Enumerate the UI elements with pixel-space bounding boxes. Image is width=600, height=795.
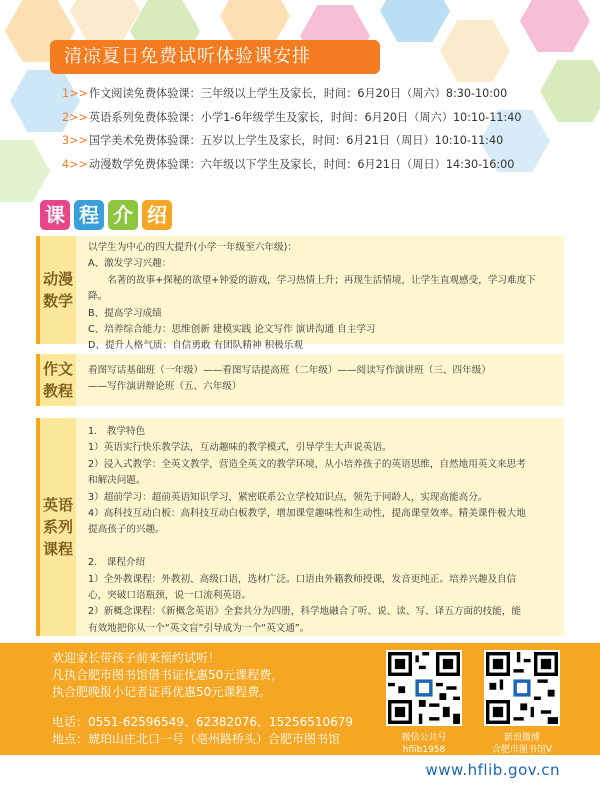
qr-code-icon	[388, 652, 460, 724]
decor-hexagon	[0, 140, 50, 202]
section-label: 英语系列课程	[40, 418, 76, 636]
discount-text: 凡执合肥市图书馆借书证优惠50元课程费，	[52, 668, 284, 682]
section-english	[36, 418, 564, 636]
decor-hexagon	[440, 20, 510, 82]
heading-char: 课	[40, 200, 70, 230]
section-content: 以学生为中心的四大提升(小学一年级至六年级)： A、激发学习兴趣： 名著的故事+探秘的欲望+钟爱的游戏，学习热情上升；再现生活情境，让学生直观感受，学习难度下降。 B、提高学习成绩 C、培养综合能力：思维创新 建模实践 论文写作 演讲沟通 自主学习 D、提升人格气质：自信勇敢 有团队精神 积极乐观	[88, 242, 536, 352]
double-arrow-icon: >>	[69, 87, 88, 100]
discount-text: 执合肥晚报小记者证再优惠50元课程费。	[52, 685, 272, 699]
section-content: 看图写话基础班（一年级）——看图写话提高班（二年级）——阅读写作演讲班（三、四年级） ——写作演讲辩论班（五、六年级）	[88, 365, 491, 393]
qr-caption: 新浪微博	[503, 733, 540, 743]
website-link[interactable]: www.hflib.gov.cn	[425, 761, 560, 779]
welcome-text: 欢迎家长带孩子前来预约试听！	[52, 651, 221, 665]
qr-caption: 微信公共号	[401, 733, 447, 743]
section-writing	[36, 354, 564, 406]
wechat-qr-code-icon	[386, 650, 462, 726]
section-anime-math	[36, 236, 564, 352]
double-arrow-icon: >>	[69, 157, 88, 171]
section-label: 动漫数学	[40, 236, 76, 344]
decor-hexagon	[380, 0, 450, 42]
phone-text: 电话：0551-62596549、62382076、15256510679	[52, 715, 354, 729]
double-arrow-icon: >>	[69, 110, 88, 124]
address-text: 地点：琥珀山庄北口一号（亳州路桥头）合肥市图书馆	[52, 732, 341, 746]
list-item: 4>>动漫数学免费体验课：六年级以下学生及家长，时间：6月21日（周日）14:30-16:00	[62, 157, 515, 171]
double-arrow-icon: >>	[69, 134, 88, 147]
course-intro-heading	[40, 200, 172, 230]
page-title: 清凉夏日免费试听体验课安排	[50, 40, 380, 74]
qr-code-icon	[486, 652, 558, 724]
section-content: 1. 教学特色 1）英语实行快乐教学法，互动趣味的教学模式，引导学生大声说英语。 2）浸入式教学：全英文教学，营造全英文的教学环境，从小培养孩子的英语思维，自然地用英文来思考 和解决问题。 3）超前学习：超前英语知识学习，紧密联系公立学校知识点，领先于同龄人，实现高能高分。 4）高科技互动白板：高科技互动白板教学，增加课堂趣味性和生动性，提高课堂效率。精美课件极大地 提高孩子的兴趣。 2. 课程介绍 1）全外教课程：外教初、高级口语，选材广泛。口语由外籍教师授课，发音更纯正。培养兴趣及自信 心，突破口语瓶颈，说一口流利英语。 2）新概念课程：《新概念英语》全套共分为四册，科学地融合了听、说、读、写、译五方面的技能，能 有效地把你从一个“英文盲”引导成为一个“英文通”。	[88, 426, 526, 634]
list-item: 2>>英语系列免费体验课：小学1-6年级学生及家长，时间：6月20日（周六）10:10-11:40	[62, 110, 522, 124]
decor-hexagon	[70, 0, 140, 42]
weibo-qr-code-icon	[484, 650, 560, 726]
list-item: 1>>作文阅读免费体验课：三年级以上学生及家长，时间：6月20日（周六）8:30-10:00	[62, 87, 508, 100]
section-label: 作文教程	[40, 354, 76, 406]
decor-hexagon	[520, 0, 590, 52]
list-item: 3>>国学美术免费体验课：五岁以上学生及家长，时间：6月21日（周日）10:10-11:40	[62, 134, 504, 147]
trial-class-list	[62, 82, 582, 176]
qr-caption: 合肥市图书馆V	[491, 745, 553, 755]
heading-char: 介	[108, 200, 138, 230]
heading-char: 绍	[142, 200, 172, 230]
qr-caption: hflib1958	[402, 745, 446, 755]
heading-char: 程	[74, 200, 104, 230]
